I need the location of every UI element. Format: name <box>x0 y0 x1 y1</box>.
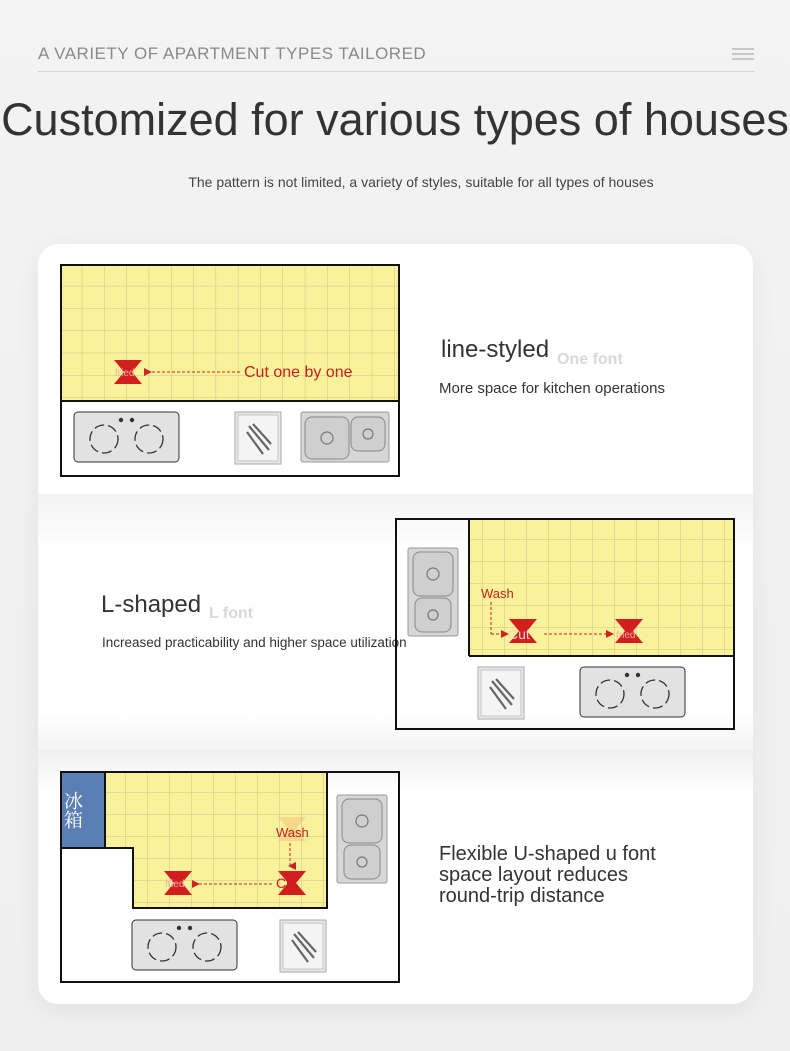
u-shaped-title-line: round-trip distance <box>439 885 605 907</box>
l-shaped-ghost: L font <box>209 605 254 622</box>
cut-label: Cut one by one <box>244 364 353 381</box>
line-styled-title: line-styled <box>441 336 550 363</box>
sink-icon <box>408 548 458 636</box>
fried-label-l: fried <box>616 630 636 641</box>
u-shaped-plan <box>60 771 400 983</box>
stove-icon <box>132 920 237 970</box>
layout-card <box>38 244 753 1004</box>
u-shaped-title <box>439 844 729 907</box>
line-styled-plan <box>60 264 400 478</box>
fried-label-u: fried <box>165 879 185 890</box>
knife-block-icon <box>280 920 326 972</box>
sink-icon <box>337 795 387 883</box>
u-shaped-title-line: Flexible U-shaped u font <box>439 843 656 865</box>
cut-label-u: Cut <box>276 875 298 891</box>
cut-label-l: Cut <box>508 626 530 642</box>
u-shaped-title-line: space layout reduces <box>439 864 629 886</box>
menu-icon[interactable] <box>732 48 754 62</box>
wash-label-u: Wash <box>276 825 309 840</box>
page-subtitle: The pattern is not limited, a variety of styles, suitable for all types of houses <box>188 174 654 190</box>
l-shaped-subtitle: Increased practicability and higher space utilization <box>102 635 407 650</box>
l-shaped-title: L-shaped <box>101 591 202 618</box>
page-title: Customized for various types of houses <box>1 94 789 145</box>
header-divider <box>38 71 755 72</box>
header-tag: A VARIETY OF APARTMENT TYPES TAILORED <box>38 44 427 63</box>
knife-block-icon <box>235 412 281 464</box>
stove-icon <box>580 667 685 717</box>
svg-text:fried: fried <box>115 368 135 379</box>
line-styled-ghost: One font <box>557 351 623 368</box>
l-shaped-plan <box>395 518 735 730</box>
knife-block-icon <box>478 667 524 719</box>
fridge-label: 冰箱 <box>61 791 83 829</box>
wash-label: Wash <box>481 586 514 601</box>
stove-icon <box>74 412 179 462</box>
sink-icon <box>301 412 389 462</box>
line-styled-subtitle: More space for kitchen operations <box>439 380 665 397</box>
